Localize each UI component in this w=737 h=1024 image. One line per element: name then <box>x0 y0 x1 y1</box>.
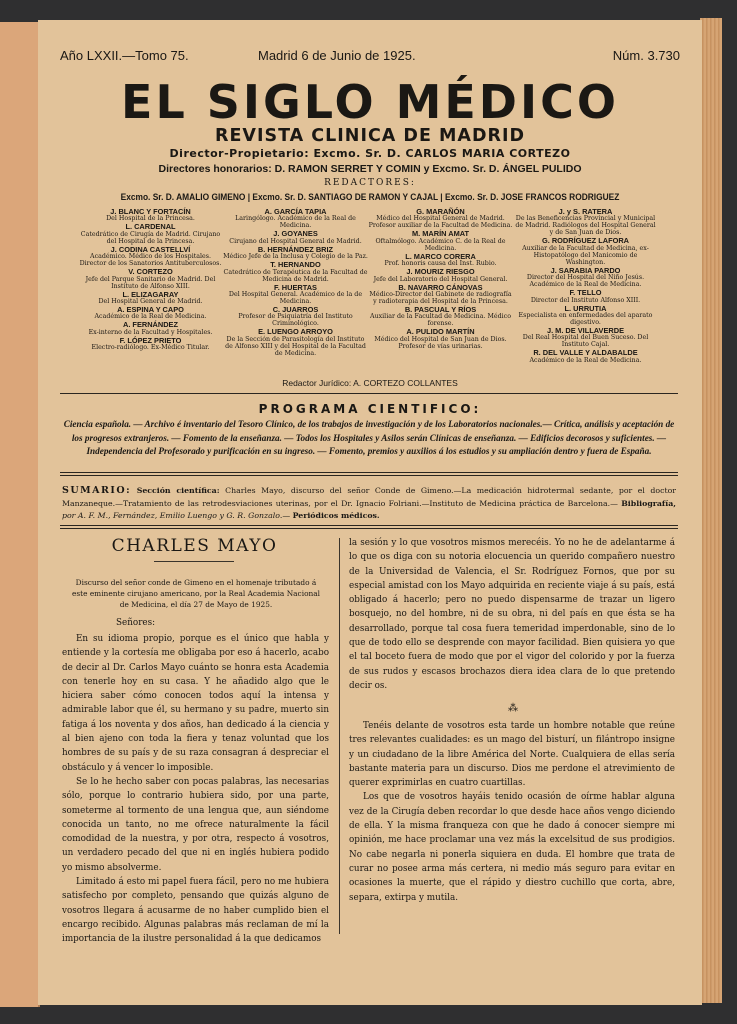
staff-name: B. PASCUAL Y RÍOS <box>404 305 477 315</box>
staff-role: Catedrático de Terapéutica de la Facultad de Medicina de Madrid. <box>223 268 368 283</box>
staff-name: J. GOYANES <box>273 229 318 239</box>
staff-name: J. MOURIZ RIESGO <box>406 267 475 277</box>
staff-entry <box>223 306 368 327</box>
staff-name: G. RODRÍGUEZ LAFORA <box>541 236 630 246</box>
column-divider <box>339 538 340 934</box>
staff-entry <box>513 237 658 265</box>
staff-list <box>78 208 658 378</box>
salutation: Señores: <box>116 618 156 628</box>
programa-title: PROGRAMA CIENTIFICO: <box>258 402 482 416</box>
periodicos-label: Periódicos médicos. <box>292 511 380 520</box>
staff-name: A. ESPINA Y CAPO <box>117 305 184 315</box>
staff-entry <box>513 267 658 288</box>
staff-entry <box>513 349 658 363</box>
paragraph: la sesión y lo que vosotros mismos merecéis. Yo no he de adelantarme á lo que os diga con su notoria elocuencia un querido compañero nuestro de la Universidad de Valencia, el Sr. Rodríguez Fornos, que por su especial amistad con los Mayo adquirida en reciente viaje á su país, está obligado á hacerlo; pero no puedo dispensarme de trazar un ligero bosquejo, no del hombre, ni de su obra, ni del país en que ésta se ha desarrollado, porque tal cosa fuera temeridad imperdonable, sino de lo que de todo ello se desprende con mayor facilidad. Bien quisiera yo que el tal boceto fuera de modo que por el vigor del colorido y por la fuerza de sus rudos y escasos brochazos diera idea clara de lo que pretendo decir os. <box>349 538 675 691</box>
staff-name: A. PULIDO MARTÍN <box>406 327 475 337</box>
staff-entry <box>513 208 658 236</box>
staff-role: Director del Hospital del Niño Jesús. Académico de la Real de Medicina. <box>526 274 645 289</box>
article-title: CHARLES MAYO <box>111 536 278 556</box>
staff-entry <box>78 246 223 267</box>
staff-name: J. CODINA CASTELLVÍ <box>110 244 191 254</box>
staff-role: Del Hospital de la Princesa. <box>106 215 195 223</box>
staff-role: Ex-interno de la Facultad y Hospitales. <box>88 328 213 336</box>
staff-entry <box>513 305 658 326</box>
staff-name: L. MARCO CORERA <box>405 251 476 261</box>
adjacent-book-edge <box>0 22 40 1007</box>
staff-role: Del Hospital General de Madrid. <box>98 298 203 306</box>
chief-editors: Excmo. Sr. D. AMALIO GIMENO | Excmo. Sr. D. SANTIAGO DE RAMON Y CAJAL | Excmo. Sr. D. JOSE FRANCOS RODRIGUEZ <box>120 192 620 202</box>
redactor-juridico: Redactor Jurídico: A. CORTEZO COLLANTES <box>282 378 458 388</box>
paragraph: Los que de vosotros hayáis tenido ocasión de oírme hablar alguna vez de la Cirugía deben recordar lo que desde hace años vengo diciendo de ella. Y la misma franqueza con que he dado á conocer siempre mi opinión, me hace proclamar una vez más la excelsitud de sus prodigios. No cabe negarla ni ponerla siquiera en duda. El hombre que trata de curar no posee arma más certera, ni medio más seguro para evitar en ocasiones la muerte, que el rápido y diestro cuchillo que corta, abre, separa, extirpa y mutila. <box>349 792 675 903</box>
staff-name: A. GARCÍA TAPIA <box>264 207 327 216</box>
staff-role: De la Sección de Parasitología del Instituto de Alfonso XIII y del Hospital de la Facultad de Medicina. <box>225 335 366 357</box>
seccion-label: Sección científica: <box>136 486 220 495</box>
article-column-left <box>62 632 329 947</box>
masthead-title: EL SIGLO MÉDICO <box>121 75 619 129</box>
staff-role: Director del Instituto Alfonso XIII. <box>530 296 641 304</box>
staff-column <box>223 208 368 358</box>
staff-role: Académico. Médico de los Hospitales. Director de los Sanatorios Antituberculosos. <box>79 253 222 268</box>
redactores-label: REDACTORES: <box>324 178 416 188</box>
director-line: Director-Propietario: Excmo. Sr. D. CARLOS MARIA CORTEZO <box>169 147 571 160</box>
staff-entry <box>78 268 223 289</box>
bibliografia-text: por A. F. M., Fernández, Emilio Luengo y G. R. Gonzalo.— <box>62 511 291 520</box>
staff-entry <box>368 253 513 267</box>
staff-role: Electro-radiólogo. Ex-Médico Titular. <box>91 344 210 352</box>
paragraph: Limitado á esto mi papel fuera fácil, pero no me hubiera satisfecho por completo, pensando que quizás alguno de vosotros llegara á acusarme de no haber cumplido bien el encargo recibido. Algunas palabras más reclaman de mí la importancia de la ilustre personalidad á la que dedicamos <box>62 877 329 945</box>
staff-column <box>368 208 513 351</box>
staff-entry <box>513 327 658 348</box>
masthead-subtitle: REVISTA CLINICA DE MADRID <box>214 126 526 146</box>
section-separator: ⁂ <box>508 703 520 714</box>
staff-name: E. LUENGO ARROYO <box>258 327 333 337</box>
staff-entry <box>368 328 513 349</box>
staff-role: Jefe del Laboratorio del Hospital General. <box>373 275 508 283</box>
issue-date: Madrid 6 de Junio de 1925. <box>258 48 416 63</box>
staff-name: J. BLANC Y FORTACÍN <box>110 207 191 216</box>
staff-name: L. CARDENAL <box>125 222 176 232</box>
staff-role: Del Real Hospital del Buen Suceso. Del Instituto Cajal. <box>522 334 649 349</box>
staff-role: Médico del Hospital General de Madrid. Profesor auxiliar de la Facultad de Medicina. <box>368 215 513 230</box>
staff-role: Académico de la Real de Medicina. <box>529 356 642 364</box>
staff-name: V. CORTEZO <box>128 267 173 277</box>
paragraph: En su idioma propio, porque es el único que habla y entiende y la cortesía me obligaba por eso á hacerlo, acabo de decir al Dr. Carlos Mayo cuánto se honra esta Academia con tenerle hoy en su casa. Y he añadido algo que le hiciera saber cómo conocen todos aquí la intensa y admirable labor que él, su hermano y su padre, muerto sin fatiga á los noventa y dos años, han dedicado á la ciencia y al bien ajeno con toda la fiera y tenaz voluntad que los hombres de su país y de su raza consagran á despreciar el obstáculo y á vencer lo imposible. <box>62 634 329 773</box>
issue-number: Núm. 3.730 <box>612 48 680 63</box>
staff-entry <box>78 321 223 335</box>
divider <box>60 528 678 529</box>
staff-name: J. SARABIA PARDO <box>550 265 621 275</box>
page-stack-edge <box>700 18 722 1003</box>
year-tomo: Año LXXII.—Tomo 75. <box>60 48 189 63</box>
sumario-label: SUMARIO: <box>62 485 132 496</box>
staff-entry <box>223 261 368 282</box>
staff-name: G. MARAÑÓN <box>416 207 465 216</box>
staff-role: Jefe del Parque Sanitario de Madrid. Del Instituto de Alfonso XIII. <box>85 275 216 290</box>
staff-name: C. JUARROS <box>272 305 319 315</box>
paragraph: Tenéis delante de vosotros esta tarde un hombre notable que reúne tres relevantes cualidades: es un mago del bisturí, un filántropo insigne y un ciudadano de la libre América del Norte. Cualquiera de ellas sería bastante materia para un discurso. Dios me perdone el atrevimiento de querer exprimirlas en cuatro cuartillas. <box>349 721 675 789</box>
staff-column <box>78 208 223 352</box>
staff-name: A. FERNÁNDEZ <box>122 320 179 330</box>
staff-role: Auxiliar de la Facultad de Medicina. Médico forense. <box>370 313 511 328</box>
staff-role: Académico de la Real de Medicina. <box>94 313 207 321</box>
programa-text: Ciencia española. — Archivo é inventario del Tesoro Clínico, de los trabajos de investigación y de los Laboratorios nacionales.— Crítica, análisis y aceptación de los progresos extranjeros. — Fomento de la enseñanza. — Todos los Hospitales y Asilos serán Clínicas de enseñanza. — Edificios decorosos y suficientes. — Independencia del Profesorado y purificación en su ingreso. — Fomento, premios y auxilios á los estudios y su ampliación dentro y fuera de España. <box>63 419 675 456</box>
staff-name: L. URRUTIA <box>564 303 607 313</box>
divider <box>60 475 678 476</box>
staff-entry <box>78 208 223 222</box>
staff-entry <box>78 306 223 320</box>
seccion-text: Charles Mayo, discurso del señor Conde de Gimeno.—La medicación hidrotermal sedante, por el doctor Manzaneque.—Tratamiento de las retrodesviaciones uterinas, por el Dr. Ignacio Folriani.—Instituto de Medicina práctica de Barcelona.— <box>62 486 677 508</box>
staff-name: R. DEL VALLE Y ALDABALDE <box>533 348 638 358</box>
staff-role: Cirujano del Hospital General de Madrid. <box>229 237 362 245</box>
staff-role: Laringólogo. Académico de la Real de Medicina. <box>235 215 356 230</box>
divider <box>60 393 678 394</box>
staff-role: Médico Jefe de la Inclusa y Colegio de la Paz. <box>223 253 368 261</box>
article-column-right-bottom <box>349 719 675 905</box>
staff-role: Médico del Hospital de San Juan de Dios. Profesor de vías urinarias. <box>374 335 507 350</box>
honorary-directors: Directores honorarios: D. RAMON SERRET Y COMIN y Excmo. Sr. D. ÁNGEL PULIDO <box>158 163 582 175</box>
staff-entry <box>223 208 368 229</box>
staff-entry <box>223 284 368 305</box>
bibliografia-label: Bibliografía, <box>621 498 677 508</box>
staff-entry <box>368 230 513 251</box>
staff-entry <box>368 284 513 305</box>
staff-name: J. y S. RATERA <box>558 207 613 216</box>
staff-entry <box>223 230 368 244</box>
staff-name: F. LÓPEZ PRIETO <box>119 335 182 345</box>
title-underline <box>154 561 234 562</box>
sumario <box>62 485 676 523</box>
staff-name: B. NAVARRO CÁNOVAS <box>398 282 483 292</box>
article-column-right-top <box>349 536 675 693</box>
staff-name: M. MARÍN AMAT <box>411 229 470 239</box>
staff-entry <box>368 268 513 282</box>
staff-role: Del Hospital General. Académico de la de Medicina. <box>228 291 363 306</box>
staff-entry <box>78 291 223 305</box>
divider <box>60 472 678 473</box>
staff-entry <box>223 246 368 260</box>
staff-name: L. ELIZAGARAY <box>122 289 179 299</box>
staff-column <box>513 208 658 365</box>
staff-name: F. HUERTAS <box>274 282 317 292</box>
staff-entry <box>223 328 368 356</box>
staff-entry <box>368 306 513 327</box>
staff-name: B. HERNÁNDEZ BRIZ <box>257 244 334 254</box>
issue-header <box>60 48 680 66</box>
staff-entry <box>78 223 223 244</box>
staff-role: Profesor de Psiquiatría del Instituto Criminológico. <box>238 313 353 328</box>
divider <box>60 525 678 526</box>
newspaper-page <box>38 20 702 1005</box>
staff-role: De las Beneficencias Provincial y Municipal de Madrid. Radiólogos del Hospital General y de San Juan de Dios. <box>515 215 656 237</box>
staff-name: T. HERNANDO <box>270 260 321 270</box>
staff-role: Auxiliar de la Facultad de Medicina, ex-Histopatólogo del Manicomio de Washington. <box>522 244 649 266</box>
staff-entry <box>368 208 513 229</box>
staff-entry <box>78 337 223 351</box>
staff-role: Médico-Director del Gabinete de radiografía y radioterapia del Hospital de la Princesa. <box>369 291 512 306</box>
staff-entry <box>513 289 658 303</box>
article-intro: Discurso del señor conde de Gimeno en el homenaje tributado á este eminente cirujano americano, por la Real Academia Nacional de Medicina, el día 27 de Mayo de 1925. <box>71 578 321 609</box>
staff-name: F. TELLO <box>569 288 602 298</box>
staff-role: Prof. honoris causa del Inst. Rubio. <box>384 260 497 268</box>
staff-role: Especialista en enfermedades del aparato digestivo. <box>518 312 653 327</box>
staff-role: Oftalmólogo. Académico C. de la Real de Medicina. <box>375 237 506 252</box>
paragraph: Se lo he hecho saber con pocas palabras, las necesarias sólo, porque lo contrario hubiera sido, por una parte, someterme al tormento de una lengua que, aun siéndome conocida un tanto, no me ofrece naturalmente la fácil comodidad de la nuestra, y por otra, respecto á vosotros, un verdadero pecado del que ni en inglés hubiera podido yo mismo absolverme. <box>62 776 329 873</box>
staff-name: J. M. DE VILLAVERDE <box>546 326 625 336</box>
staff-role: Catedrático de Cirugía de Madrid. Cirujano del Hospital de la Princesa. <box>80 230 221 245</box>
